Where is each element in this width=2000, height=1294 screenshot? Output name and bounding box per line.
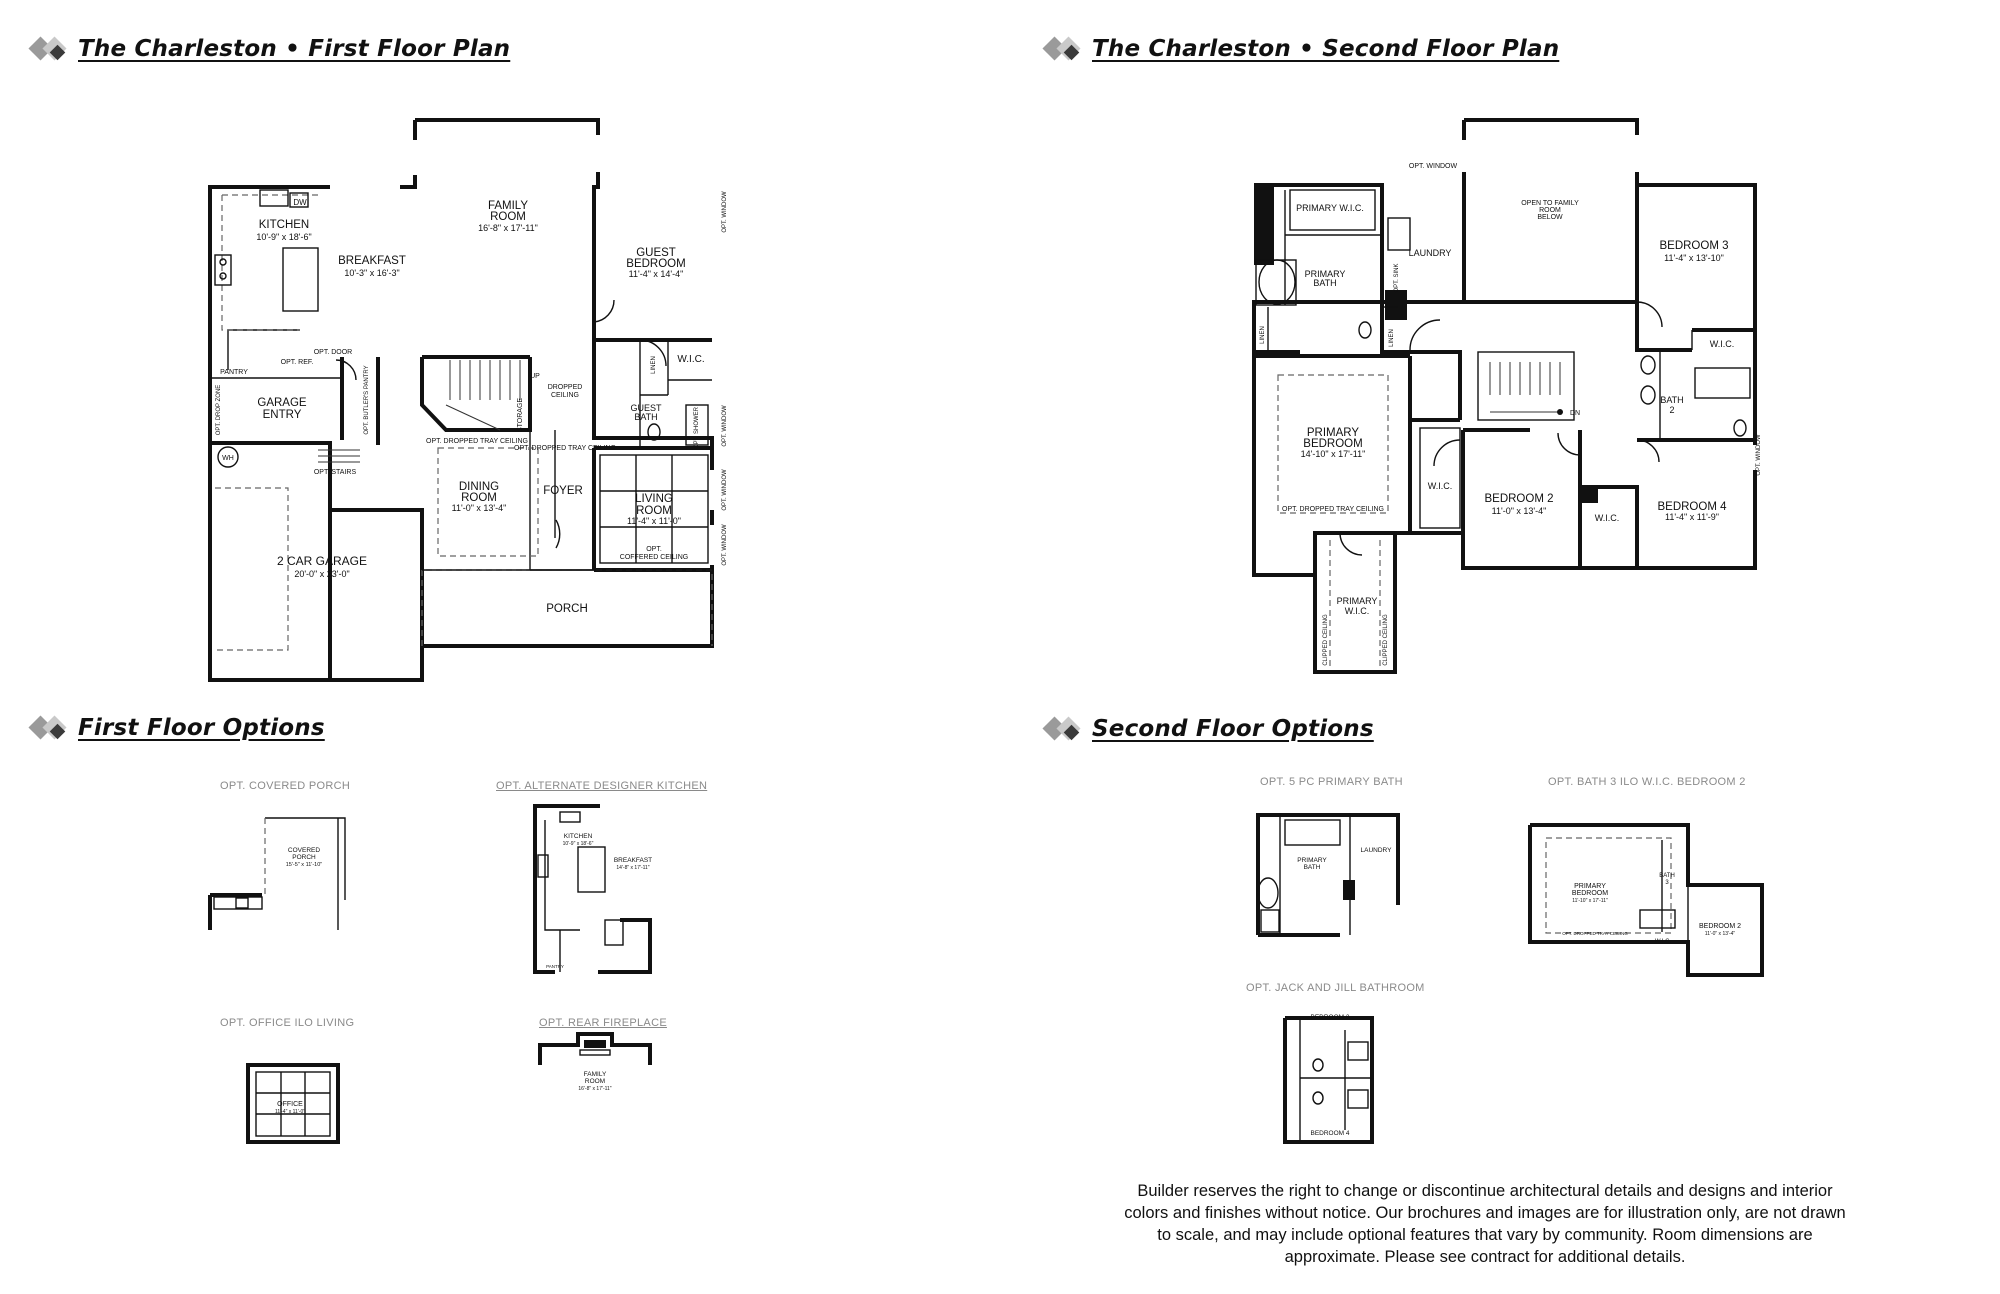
opt-bath3-title: OPT. BATH 3 ILO W.I.C. BEDROOM 2	[1548, 776, 1746, 788]
opt-stairs-label: OPT. STAIRS	[313, 469, 357, 476]
bedroom-4-label: BEDROOM 4	[1657, 501, 1727, 513]
primary-bath-label: PRIMARY	[1304, 269, 1346, 279]
bedroom-3-label: BEDROOM 3	[1659, 240, 1729, 252]
heading-text: The Charleston • First Floor Plan	[78, 36, 511, 62]
wh-label: WH	[222, 455, 234, 462]
heading-text: Second Floor Options	[1092, 716, 1374, 742]
coffered-label: OPT.	[646, 546, 662, 553]
opt-jack-jill-title: OPT. JACK AND JILL BATHROOM	[1246, 982, 1425, 994]
bedroom-3-dim: 11'-4" x 13'-10"	[1664, 253, 1724, 263]
garage-dim: 20'-0" x 23'-0"	[294, 569, 350, 579]
guest-bedroom-label-2: BEDROOM	[626, 258, 686, 270]
bedroom-2-label: BEDROOM 2	[1484, 493, 1554, 505]
up-label: UP	[530, 373, 540, 380]
bedroom-2-wic-label: W.I.C.	[1594, 513, 1620, 523]
five-pc-bath-option	[1258, 815, 1398, 935]
heading-text: First Floor Options	[78, 715, 325, 741]
covered-porch-dim: 15'-5" x 11'-10"	[285, 862, 323, 868]
pantry-label: PANTRY	[220, 369, 248, 376]
primary-tray-label: OPT. DROPPED TRAY CEILING	[1282, 506, 1384, 513]
second-opt-window-label: OPT. WINDOW	[1408, 163, 1458, 170]
primary-bedroom-dim: 14'-10" x 17'-11"	[1300, 449, 1366, 459]
alt-pantry-label: PANTRY	[546, 964, 564, 969]
garage-label: 2 CAR GARAGE	[276, 554, 368, 568]
porch-label: PORCH	[546, 603, 588, 615]
alt-breakfast-label: BREAKFAST	[613, 857, 653, 864]
dropped-ceiling-label-2: CEILING	[550, 392, 580, 399]
opt-window-label-2: OPT. WINDOW	[722, 405, 728, 447]
office-label: OFFICE	[277, 1101, 303, 1108]
clipped-ceiling-label-2: CLIPPED CEILING	[1383, 614, 1389, 666]
dn-label: DN	[1569, 410, 1581, 417]
primary-bedroom-label-2: BEDROOM	[1303, 438, 1363, 450]
alt-breakfast-dim: 14'-8" x 17'-11"	[616, 865, 650, 871]
foyer-label: FOYER	[543, 485, 583, 497]
disclaimer-text: Builder reserves the right to change or discontinue architectural details and designs and interior colors and finishes without notice. Our brochures and images are for illustration only, are not drawn to scale, and may include optional features that vary by community. Room dimensions are approximate. Please see contract for additional details.	[1124, 1182, 1846, 1266]
five-pc-laundry-label: LAUNDRY	[1360, 847, 1392, 854]
linen-label-2: LINEN	[1389, 329, 1395, 347]
opt-window-label-1: OPT. WINDOW	[722, 191, 728, 233]
primary-wic-side-label: W.I.C.	[1427, 481, 1453, 491]
dining-room-label-2: ROOM	[461, 492, 497, 504]
bath3-bedroom2-label: BEDROOM 2	[1698, 923, 1742, 930]
open-to-family-label-3: BELOW	[1537, 214, 1563, 221]
kitchen-label: KITCHEN	[258, 219, 310, 231]
bedroom-2-dim: 11'-0" x 13'-4"	[1491, 506, 1547, 516]
storage-label: STORAGE	[517, 397, 524, 433]
jack-and-jill-option	[1285, 1014, 1372, 1142]
linen-label: LINEN	[651, 356, 657, 374]
jj-bedroom4-label: BEDROOM 4	[1310, 1130, 1350, 1137]
fireplace-family-label: FAMILY	[583, 1071, 607, 1078]
guest-bedroom-label: GUEST	[636, 247, 676, 259]
opt-window-label-3: OPT. WINDOW	[722, 469, 728, 511]
primary-wic-2-label: PRIMARY	[1336, 596, 1378, 606]
bath3-option	[1530, 825, 1762, 975]
opt-window-label-4: OPT. WINDOW	[722, 524, 728, 566]
opt-sink-label: OPT. SINK	[1394, 263, 1400, 293]
family-room-dim: 16'-8" x 17'-11"	[478, 223, 538, 233]
guest-bedroom-dim: 11'-4" x 14'-4"	[628, 269, 684, 279]
wic-label: W.I.C.	[677, 354, 705, 365]
opt-drop-zone-label: OPT. DROP ZONE	[216, 384, 222, 436]
dropped-ceiling-label: DROPPED	[547, 384, 583, 391]
living-room-dim: 11'-4" x 11'-0"	[626, 516, 682, 526]
covered-porch-label: COVERED	[287, 847, 321, 854]
dishwasher-label: DW	[293, 198, 307, 207]
primary-wic-2-label-2: W.I.C.	[1344, 606, 1370, 616]
bath3-bath-label: BATH	[1659, 873, 1675, 879]
foyer-tray-label: OPT. DROPPED TRAY CEILING	[514, 445, 616, 452]
open-to-family-label: OPEN TO FAMILY	[1521, 200, 1579, 207]
garage-entry-label-2: ENTRY	[262, 409, 302, 421]
coffered-label-2: COFFERED CEILING	[619, 554, 689, 561]
covered-porch-label-2: PORCH	[292, 854, 316, 861]
primary-wic-label: PRIMARY W.I.C.	[1296, 203, 1364, 213]
family-room-label: FAMILY	[487, 200, 529, 212]
dining-room-label: DINING	[458, 481, 500, 493]
heading-text: The Charleston • Second Floor Plan	[1092, 36, 1560, 62]
bath3-wic-label: W.I.C.	[1654, 939, 1672, 945]
opt-alt-kitchen-title: OPT. ALTERNATE DESIGNER KITCHEN	[496, 780, 708, 792]
opt-5pc-bath-title: OPT. 5 PC PRIMARY BATH	[1260, 776, 1403, 788]
breakfast-dim: 10'-3" x 16'-3"	[344, 268, 400, 278]
bedroom-4-dim: 11'-4" x 11'-9"	[1664, 512, 1720, 522]
clipped-ceiling-label-1: CLIPPED CEILING	[1323, 614, 1329, 666]
opt-butlers-pantry-label: OPT. BUTLER'S PANTRY	[364, 365, 370, 435]
bedroom-3-wic-label: W.I.C.	[1709, 339, 1735, 349]
five-pc-primary-bath-label-2: BATH	[1303, 864, 1321, 871]
bath3-primary-dim: 11'-10" x 17'-11"	[1572, 898, 1608, 904]
dining-tray-label: OPT. DROPPED TRAY CEILING	[426, 438, 528, 445]
family-room-label-2: ROOM	[490, 211, 526, 223]
fireplace-family-label-2: ROOM	[584, 1078, 606, 1085]
kitchen-dim: 10'-9" x 18'-6"	[256, 232, 312, 242]
opt-shower-label: OPT. SHOWER	[694, 406, 700, 450]
bath-2-label: BATH	[1660, 395, 1684, 405]
bath-2-label-2: 2	[1669, 405, 1675, 415]
opt-office-title: OPT. OFFICE ILO LIVING	[220, 1017, 355, 1029]
opt-rear-fireplace-title: OPT. REAR FIREPLACE	[539, 1017, 667, 1029]
primary-bath-label-2: BATH	[1313, 278, 1337, 288]
jj-bedroom3-label: BEDROOM 3	[1310, 1014, 1350, 1021]
guest-bath-label-2: BATH	[634, 412, 658, 422]
primary-bedroom-label: PRIMARY	[1306, 427, 1360, 439]
laundry-label: LAUNDRY	[1408, 248, 1452, 258]
linen-label-1: LINEN	[1260, 326, 1266, 344]
bed4-opt-window-label: OPT. WINDOW	[1756, 434, 1762, 476]
office-dim: 11'-4" x 11'-0"	[274, 1109, 306, 1115]
bath3-tray-label: OPT. DROPPED TRAY CEILING	[1562, 931, 1628, 936]
bath3-primary-label: PRIMARY	[1574, 883, 1606, 890]
bath3-bath-label-2: 3	[1665, 880, 1669, 886]
living-room-label-2: ROOM	[636, 505, 672, 517]
guest-bath-label: GUEST	[630, 403, 662, 413]
bath3-bedroom2-dim: 11'-0" x 13'-4"	[1704, 931, 1736, 937]
five-pc-primary-bath-label: PRIMARY	[1297, 857, 1327, 864]
opt-door-label: OPT. DOOR	[313, 349, 353, 356]
opt-ref-label: OPT. REF.	[280, 359, 314, 366]
living-room-label: LIVING	[635, 493, 673, 505]
alt-kitchen-label: KITCHEN	[563, 833, 593, 840]
fireplace-family-dim: 16'-8" x 17'-11"	[578, 1086, 612, 1092]
bath3-primary-label-2: BEDROOM	[1571, 890, 1609, 897]
opt-covered-porch-title: OPT. COVERED PORCH	[220, 780, 351, 792]
open-to-family-label-2: ROOM	[1539, 207, 1561, 214]
garage-entry-label: GARAGE	[257, 397, 307, 409]
alt-kitchen-dim: 10'-9" x 18'-6"	[562, 841, 594, 847]
breakfast-label: BREAKFAST	[338, 255, 406, 267]
dining-room-dim: 11'-0" x 13'-4"	[451, 503, 507, 513]
